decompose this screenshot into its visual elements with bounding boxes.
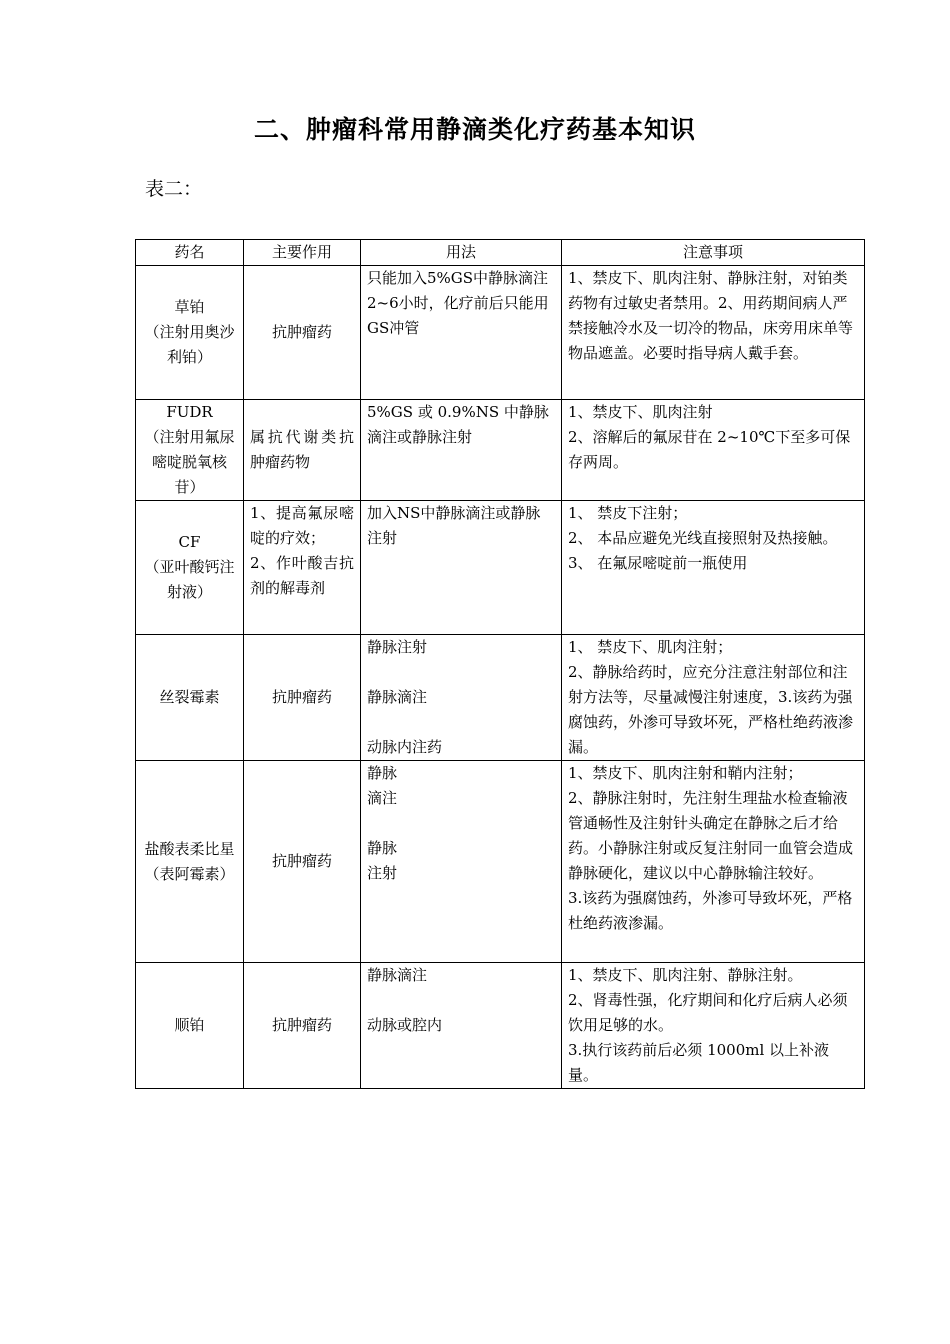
drug-notes-cell	[562, 761, 865, 963]
header-drug-name: 药名	[136, 240, 244, 266]
drug-usage-cell	[361, 761, 562, 963]
drug-usage-item: 静脉滴注	[367, 966, 428, 984]
drug-usage-item: 动脉内注药	[367, 738, 443, 756]
drug-effect: 抗肿瘤药	[244, 761, 361, 963]
drug-note: 1、 禁皮下注射；	[568, 504, 688, 522]
drug-note: 1、 禁皮下、肌肉注射；	[568, 638, 733, 656]
table-header-row	[136, 240, 865, 266]
drug-usage: 加入NS中静脉滴注或静脉注射	[361, 501, 562, 635]
table-row	[136, 635, 865, 761]
drug-note: 3.执行该药前后必须 1000ml 以上补液量。	[568, 1041, 830, 1084]
drug-usage-item: 滴注	[367, 789, 398, 807]
table-row	[136, 963, 865, 1089]
drug-name: 顺铂	[136, 963, 244, 1089]
drug-usage-item: 静脉	[367, 764, 398, 782]
drug-usage-item: 动脉或腔内	[367, 1016, 443, 1034]
drug-name-detail: （注射用奥沙利铂）	[144, 323, 235, 366]
drug-effect-item: 1、提高氟尿嘧啶的疗效；	[250, 504, 354, 547]
drug-notes-cell	[562, 635, 865, 761]
drug-name-detail: （注射用氟尿嘧啶脱氧核苷）	[144, 428, 235, 496]
drug-usage: 5%GS 或 0.9%NS 中静脉滴注或静脉注射	[361, 400, 562, 501]
drug-usage-cell	[361, 963, 562, 1089]
drug-name: CF	[178, 533, 201, 551]
drug-note: 1、禁皮下、肌肉注射、静脉注射。	[568, 966, 803, 984]
table-row	[136, 266, 865, 400]
header-usage: 用法	[361, 240, 562, 266]
drug-usage-item: 静脉注射	[367, 638, 428, 656]
drug-usage-item: 静脉滴注	[367, 688, 428, 706]
drug-effect-cell	[244, 501, 361, 635]
drug-usage-item: 静脉	[367, 839, 398, 857]
drug-notes-cell	[562, 501, 865, 635]
drug-name: 草铂	[174, 298, 205, 316]
drug-effect: 属抗代谢类抗肿瘤药物	[244, 400, 361, 501]
header-notes: 注意事项	[562, 240, 865, 266]
drug-name-cell	[136, 266, 244, 400]
table-row	[136, 400, 865, 501]
drug-usage: 只能加入5%GS中静脉滴注2~6小时，化疗前后只能用GS冲管	[361, 266, 562, 400]
drug-effect-item: 2、作叶酸吉抗剂的解毒剂	[250, 554, 354, 597]
drug-note: 1、禁皮下、肌肉注射和鞘内注射；	[568, 764, 803, 782]
table-caption: 表二：	[145, 178, 203, 200]
drug-name: 丝裂霉素	[136, 635, 244, 761]
drug-name: FUDR	[166, 403, 213, 421]
drug-name-cell	[136, 501, 244, 635]
drug-notes-cell	[562, 400, 865, 501]
drug-notes: 1、禁皮下、肌肉注射、静脉注射，对铂类药物有过敏史者禁用。2、用药期间病人严禁接触冷水及一切冷的物品，床旁用床单等物品遮盖。必要时指导病人戴手套。	[562, 266, 865, 400]
page-title: 二、肿瘤科常用静滴类化疗药基本知识	[253, 115, 696, 144]
drug-note: 3、 在氟尿嘧啶前一瓶使用	[568, 554, 748, 572]
table-row	[136, 761, 865, 963]
table-row	[136, 501, 865, 635]
drug-usage-cell	[361, 635, 562, 761]
drug-notes-cell	[562, 963, 865, 1089]
drug-note: 2、静脉注射时，先注射生理盐水检查输液管通畅性及注射针头确定在静脉之后才给药。小静脉注射或反复注射同一血管会造成静脉硬化，建议以中心静脉输注较好。	[568, 789, 854, 882]
drug-usage-item: 注射	[367, 864, 398, 882]
drug-note: 2、肾毒性强，化疗期间和化疗后病人必须饮用足够的水。	[568, 991, 848, 1034]
drug-effect: 抗肿瘤药	[244, 266, 361, 400]
drug-note: 3.该药为强腐蚀药，外渗可导致坏死，严格杜绝药液渗漏。	[568, 889, 853, 932]
drug-name-cell	[136, 400, 244, 501]
header-main-effect: 主要作用	[244, 240, 361, 266]
drug-note: 1、禁皮下、肌肉注射	[568, 403, 713, 421]
drug-effect: 抗肿瘤药	[244, 963, 361, 1089]
drug-name-detail: （亚叶酸钙注射液）	[144, 558, 235, 601]
drug-table	[135, 239, 865, 1089]
drug-name: 盐酸表柔比星（表阿霉素）	[136, 761, 244, 963]
drug-note: 2、 本品应避免光线直接照射及热接触。	[568, 529, 838, 547]
drug-note: 2、溶解后的氟尿苷在 2~10℃下至多可保存两周。	[568, 428, 851, 471]
drug-effect: 抗肿瘤药	[244, 635, 361, 761]
drug-note: 2、静脉给药时，应充分注意注射部位和注射方法等，尽量减慢注射速度，3.该药为强腐蚀药，外渗可导致坏死，严格杜绝药液渗漏。	[568, 663, 854, 756]
